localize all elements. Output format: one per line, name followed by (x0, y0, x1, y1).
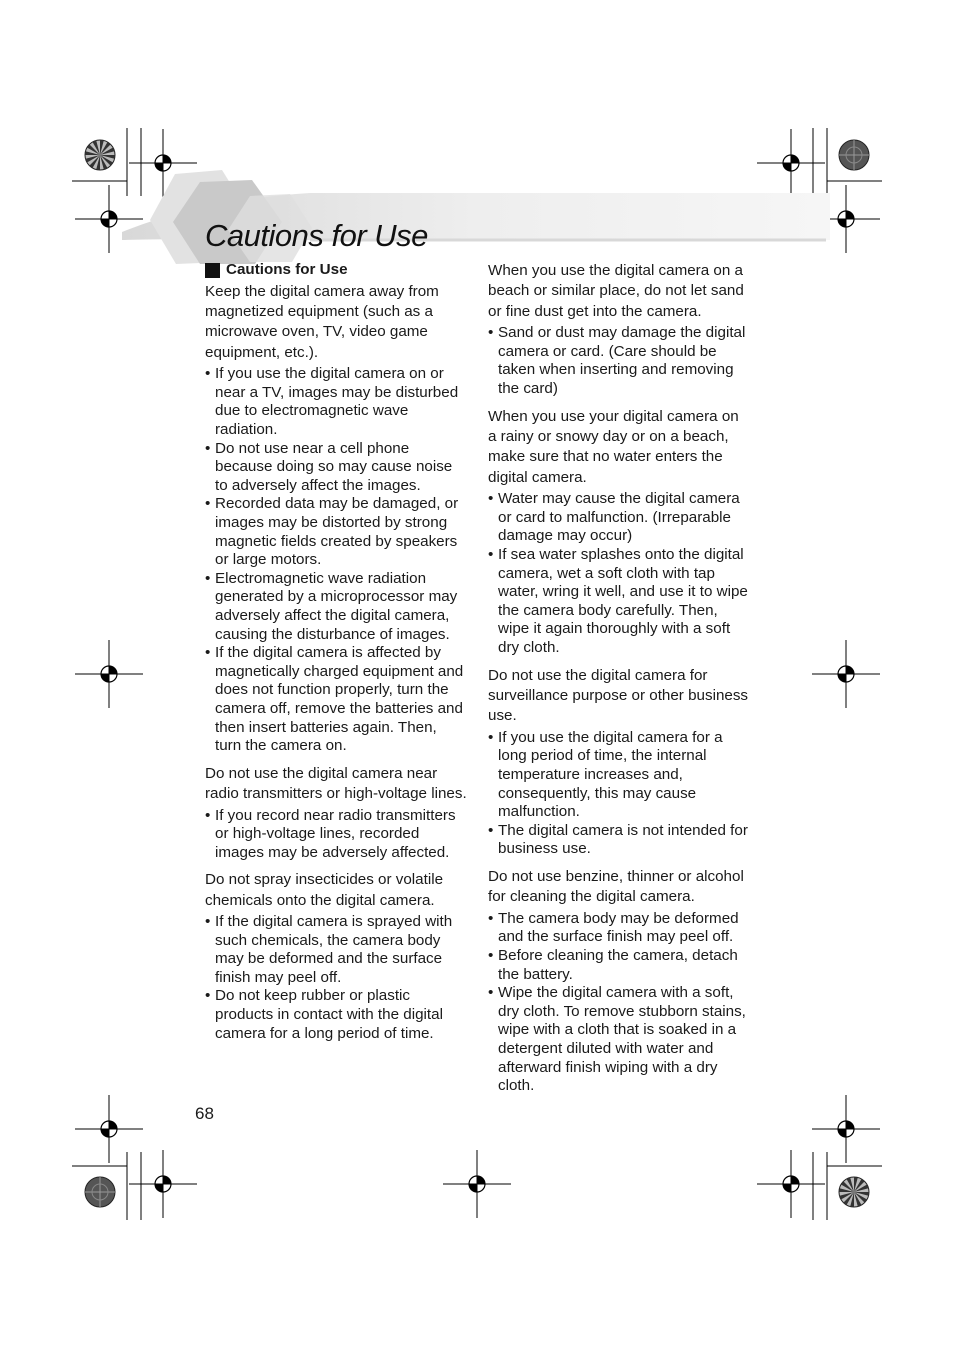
caution-paragraph: Keep the digital camera away from magnetized equipment (such as a microwave oven, TV, video game equipment, etc.). (205, 282, 439, 361)
list-item: • If you use the digital camera on or near a TV, images may be disturbed due to electromagnetic wave radiation. (205, 365, 459, 438)
list-item: • Do not use near a cell phone because doing so may cause noise to adversely affect the images. (205, 439, 453, 494)
square-bullet-icon (205, 263, 220, 278)
page-title: Cautions for Use (205, 218, 428, 253)
list-item: • Recorded data may be damaged, or images may be distorted by strong magnetic fields created by speakers or large motors. (205, 495, 459, 569)
list-item: • Water may cause the digital camera or card to malfunction. (Irreparable damage may occur) (488, 490, 740, 545)
left-column (205, 261, 467, 1051)
list-item: • If the digital camera is sprayed with such chemicals, the camera body may be deformed and the surface finish may peel off. (205, 913, 453, 986)
section-heading (205, 261, 467, 280)
list-item: • The camera body may be deformed and the surface finish may peel off. (488, 909, 739, 946)
list-item: • Wipe the digital camera with a soft, dry cloth. To remove stubborn stains, wipe with a cloth that is soaked in a detergent diluted with water and afterward finish wiping with a dry cloth. (488, 984, 746, 1095)
caution-paragraph: Do not use the digital camera near radio transmitters or high-voltage lines. (205, 764, 467, 803)
caution-paragraph: When you use your digital camera on a rainy or snowy day or on a beach, make sure that no water enters the digital camera. (488, 407, 739, 486)
bullet-list (488, 910, 750, 1096)
page-number: 68 (195, 1104, 214, 1123)
list-item: • If you use the digital camera for a long period of time, the internal temperature increases and, consequently, this may cause malfunction. (488, 728, 723, 821)
list-item: • If you record near radio transmitters or high-voltage lines, recorded images may be adversely affected. (205, 806, 456, 861)
right-column (488, 261, 750, 1104)
list-item: • If sea water splashes onto the digital camera, wet a soft cloth with tap water, wring it well, and use it to wipe the camera body carefully. Then, wipe it again thoroughly with a soft dry cloth. (488, 546, 748, 656)
bullet-list (205, 913, 467, 1043)
caution-paragraph: When you use the digital camera on a beach or similar place, do not let sand or fine dust get into the camera. (488, 262, 744, 320)
caution-paragraph: Do not spray insecticides or volatile chemicals onto the digital camera. (205, 871, 444, 909)
bullet-list (488, 729, 750, 859)
caution-paragraph: Do not use the digital camera for surveillance purpose or other business use. (488, 666, 749, 725)
list-item: • Do not keep rubber or plastic products in contact with the digital camera for a long period of time. (205, 987, 443, 1042)
list-item: • The digital camera is not intended for business use. (488, 821, 748, 858)
header-banner (0, 0, 954, 280)
list-item: • Electromagnetic wave radiation generated by a microprocessor may adversely affect the digital camera, causing the disturbance of images. (205, 569, 458, 643)
bullet-list (205, 365, 467, 755)
bullet-list (488, 490, 750, 657)
list-item: • If the digital camera is affected by magnetically charged equipment and does not function properly, turn the camera off, remove the batteries and then insert batteries again. Then, turn the camera on. (205, 644, 464, 755)
bullet-list (488, 324, 750, 398)
section-heading-text: Cautions for Use (226, 261, 348, 278)
caution-paragraph: Do not use benzine, thinner or alcohol for cleaning the digital camera. (488, 867, 744, 906)
bullet-list (205, 807, 467, 863)
list-item: • Before cleaning the camera, detach the battery. (488, 946, 738, 983)
list-item: • Sand or dust may damage the digital camera or card. (Care should be taken when inserting and removing the card) (488, 324, 746, 397)
